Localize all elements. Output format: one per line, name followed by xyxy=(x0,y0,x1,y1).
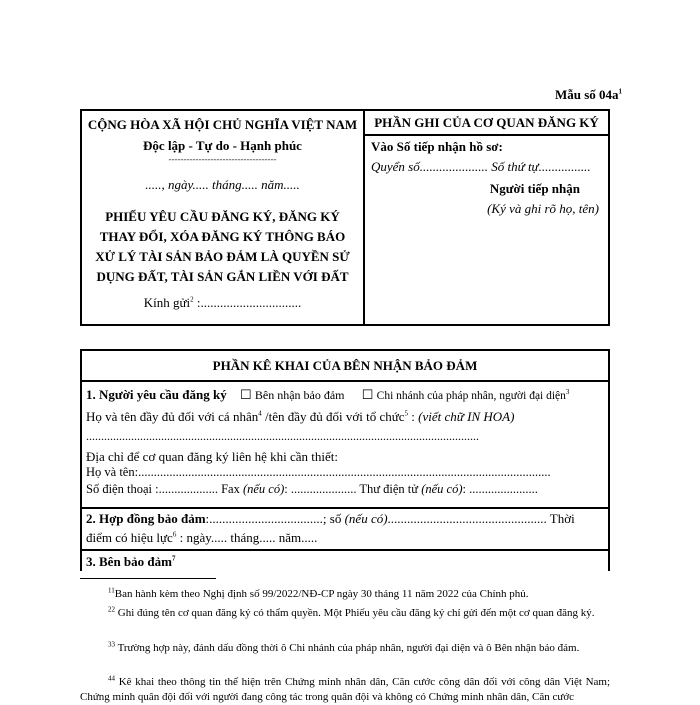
full-name-field[interactable]: ................................................................................................................................... xyxy=(86,429,479,443)
footnote-3: $^{33}$ Trường hợp này, đánh dấu đồng thời ô Chi nhánh của pháp nhân, người đại diện và ô Bên nhận bảo đảm. xyxy=(108,640,580,654)
pledgor-label: 3. Bên bảo đảm$^7$ xyxy=(86,554,176,569)
applicant-header-cell xyxy=(82,111,365,324)
registry-heading: PHẦN GHI CỦA CƠ QUAN ĐĂNG KÝ xyxy=(365,111,608,136)
entry-label: Vào Số tiếp nhận hồ sơ: xyxy=(371,139,503,154)
declaration-table xyxy=(80,349,610,571)
declaration-heading: PHẦN KÊ KHAI CỦA BÊN NHẬN BẢO ĐẢM xyxy=(82,351,608,382)
pledgor-section xyxy=(82,551,608,570)
contact-details-row[interactable]: Số điện thoại :................... Fax (nếu có): ..................... Thư điện tử (nếu có): ...................... xyxy=(86,482,538,496)
registry-office-cell xyxy=(365,111,608,324)
contract-row[interactable]: 2. Hợp đồng bảo đảm:...................................; số (nếu có)................................................. Thời xyxy=(86,511,575,526)
checkbox-branch-representative[interactable]: ☐ xyxy=(361,387,374,402)
footnote-2: $^{22}$ Ghi đúng tên cơ quan đăng ký có thẩm quyền. Một Phiếu yêu cầu đăng ký chỉ gửi đến một cơ quan đăng ký. xyxy=(108,605,595,619)
header-table xyxy=(80,109,610,326)
footnote-4: $^{44}$ Kê khai theo thông tin thể hiện trên Chứng minh nhân dân, Căn cước công dân đối với công dân Việt Nam; Chứng minh quân đội đối với người đang công tác trong quân đội và không có Chứng minh nhân dân, Căn cước xyxy=(80,674,611,703)
contact-address-label: Địa chỉ để cơ quan đăng ký liên hệ khi cần thiết: xyxy=(86,449,338,464)
effective-date-row[interactable]: điểm có hiệu lực$^6$ : ngày..... tháng..... năm..... xyxy=(86,530,318,545)
motto: Độc lập - Tự do - Hạnh phúc xyxy=(143,138,302,153)
receiver-label: Người tiếp nhận xyxy=(489,181,580,196)
date-line: ....., ngày..... tháng..... năm..... xyxy=(145,177,300,192)
recipient-line: Kính gửi$^2$ :............................... xyxy=(143,295,302,310)
receiver-signature-note: (Ký và ghi rõ họ, tên) xyxy=(487,201,599,216)
footnote-1: $^{11}$Ban hành kèm theo Nghị định số 99/2022/NĐ-CP ngày 30 tháng 11 năm 2022 của Chính phủ. xyxy=(108,586,529,600)
contract-section xyxy=(82,509,608,551)
divider: ------------------------------------ xyxy=(168,154,277,164)
requester-row: 1. Người yêu cầu đăng ký ☐ Bên nhận bảo đảm ☐ Chi nhánh của pháp nhân, người đại diện$^3$ xyxy=(86,387,570,402)
book-number-line: Quyển số..................... Số thứ tự................ xyxy=(371,159,591,174)
form-title: PHIẾU YÊU CẦU ĐĂNG KÝ, ĐĂNG KÝ THAY ĐỔI, XÓA ĐĂNG KÝ THÔNG BÁO XỬ LÝ TÀI SẢN BẢO ĐẢM LÀ QUYỀN SỬ DỤNG ĐẤT, TÀI SẢN GẮN LIỀN VỚI ĐẤT xyxy=(95,209,350,284)
checkbox-pledgee[interactable]: ☐ xyxy=(239,387,252,402)
form-number: Mẫu số $04a^1$ xyxy=(554,87,622,102)
full-name-label: Họ và tên đầy đủ đối với cá nhân$^4$ /tên đầy đủ đối với tổ chức$^5$ : (viết chữ IN HOA) xyxy=(86,409,515,424)
contact-name-field[interactable]: Họ và tên:.................................................................................................................................... xyxy=(86,465,551,479)
republic-name: CỘNG HÒA XÃ HỘI CHỦ NGHĨA VIỆT NAM xyxy=(87,117,358,132)
requester-section xyxy=(82,382,608,509)
footnote-divider xyxy=(80,578,216,579)
